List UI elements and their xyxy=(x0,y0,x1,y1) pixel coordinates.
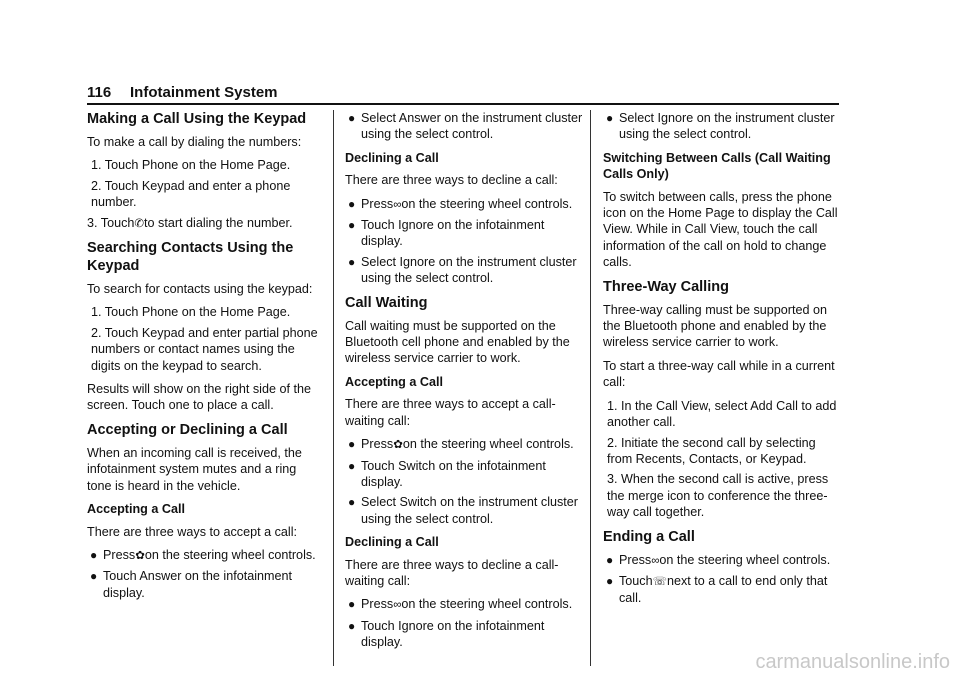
search-steps xyxy=(87,304,323,374)
watermark: carmanualsonline.info xyxy=(755,651,950,673)
list-item: 1. In the Call View, select Add Call to add another call. xyxy=(607,398,837,430)
subheading-declining-2: Declining a Call xyxy=(345,535,439,550)
list-item: 2. Initiate the second call by selecting from Recents, Contacts, or Keypad. xyxy=(607,435,816,466)
text-keypad: To make a call by dialing the numbers: xyxy=(87,135,302,149)
end-call-touch-icon: ☏ xyxy=(652,575,667,588)
text-incoming: When an incoming call is received, the infotainment system mutes and a ring tone is heard in the vehicle. xyxy=(87,445,302,493)
text-search-result: Results will show on the right side of the screen. Touch one to place a call. xyxy=(87,382,312,413)
list-item: ● Touch Ignore on the infotainment display. xyxy=(348,618,545,650)
list-item: ● Select Ignore on the instrument cluster using the select control. xyxy=(606,111,835,142)
column-3 xyxy=(603,110,839,614)
text-three-way: Three-way calling must be supported on the Bluetooth phone and enabled by the wireless service carrier to work. xyxy=(603,302,828,350)
section-title: Infotainment System xyxy=(130,84,278,101)
column-2 xyxy=(345,110,583,658)
list-item: 3. Touch✆to start dialing the number. xyxy=(87,215,293,230)
call-accept-icon: ✿ xyxy=(135,549,145,562)
text-accept-wait: There are three ways to accept a call-waiting call: xyxy=(345,397,556,428)
text-decline-ways: There are three ways to decline a call: xyxy=(345,173,558,188)
decline-methods xyxy=(345,196,583,287)
list-item: 3. When the second call is active, press the merge icon to conference the three-way call together. xyxy=(607,472,829,520)
list-item: ● Press✿on the steering wheel controls. xyxy=(348,437,574,452)
text-start-three-way: To start a three-way call while in a current call: xyxy=(603,358,835,390)
list-item: ● Press∞on the steering wheel controls. xyxy=(348,196,573,211)
text-call-waiting: Call waiting must be supported on the Bluetooth cell phone and enabled by the wireless service carrier to work. xyxy=(345,318,570,366)
decline-wait-methods-continued xyxy=(603,110,839,143)
list-item: 1. Touch Phone on the Home Page. xyxy=(91,158,291,173)
list-item: 2. Touch Keypad and enter a phone number. xyxy=(91,178,291,210)
heading-keypad: Making a Call Using the Keypad xyxy=(87,111,307,127)
list-item: 2. Touch Keypad and enter partial phone numbers or contact names using the digits on the keypad to search. xyxy=(91,325,318,373)
accept-methods-continued xyxy=(345,110,583,143)
page-header xyxy=(87,84,839,104)
accept-methods xyxy=(87,547,323,601)
text-three-ways: There are three ways to accept a call: xyxy=(87,524,297,539)
list-item: ● Select Answer on the instrument cluster using the select control. xyxy=(348,111,583,142)
list-item: ● Touch Switch on the infotainment display. xyxy=(348,458,546,489)
decline-wait-methods xyxy=(345,596,583,650)
text-switching: To switch between calls, press the phone icon on the Home Page to display the Call View. While in Call View, touch the call information of the call on hold to change calls. xyxy=(603,189,838,270)
subheading-accepting-2: Accepting a Call xyxy=(345,374,443,389)
page-number: 116 xyxy=(87,84,112,101)
subheading-accepting: Accepting a Call xyxy=(87,502,185,517)
heading-search: Searching Contacts Using the Keypad xyxy=(87,240,294,275)
heading-three-way: Three-Way Calling xyxy=(603,278,729,295)
list-item: ● Touch Answer on the infotainment display. xyxy=(90,569,293,600)
heading-ending: Ending a Call xyxy=(603,528,695,545)
list-item: ● Touch☏next to a call to end only that call. xyxy=(606,573,828,606)
column-divider xyxy=(333,110,334,666)
heading-call-waiting: Call Waiting xyxy=(345,294,428,311)
three-way-steps xyxy=(603,398,839,521)
list-item: 1. Touch Phone on the Home Page. xyxy=(91,305,291,320)
text-search: To search for contacts using the keypad: xyxy=(87,282,313,297)
list-item: ● Touch Ignore on the infotainment display. xyxy=(348,218,545,249)
ending-methods xyxy=(603,552,839,607)
list-item: ● Press∞on the steering wheel controls. xyxy=(348,597,573,612)
call-end-icon: ∞ xyxy=(393,198,402,211)
call-end-icon: ∞ xyxy=(651,554,660,567)
column-divider xyxy=(590,110,591,666)
call-end-icon: ∞ xyxy=(393,599,402,612)
call-accept-icon: ✿ xyxy=(393,439,403,452)
heading-accept-decline: Accepting or Declining a Call xyxy=(87,421,288,438)
accept-wait-methods xyxy=(345,436,583,527)
phone-icon: ✆ xyxy=(134,217,145,230)
subheading-switching: Switching Between Calls (Call Waiting Calls Only) xyxy=(603,150,831,182)
list-item: ● Press✿on the steering wheel controls. xyxy=(90,547,316,562)
list-item: ● Press∞on the steering wheel controls. xyxy=(606,552,831,567)
subheading-declining: Declining a Call xyxy=(345,150,439,165)
header-rule xyxy=(87,103,839,105)
column-1 xyxy=(87,110,323,608)
text-decline-wait: There are three ways to decline a call-waiting call: xyxy=(345,557,559,588)
list-item: ● Select Ignore on the instrument cluster using the select control. xyxy=(348,254,577,286)
keypad-steps xyxy=(87,157,323,232)
list-item: ● Select Switch on the instrument cluster using the select control. xyxy=(348,495,578,526)
